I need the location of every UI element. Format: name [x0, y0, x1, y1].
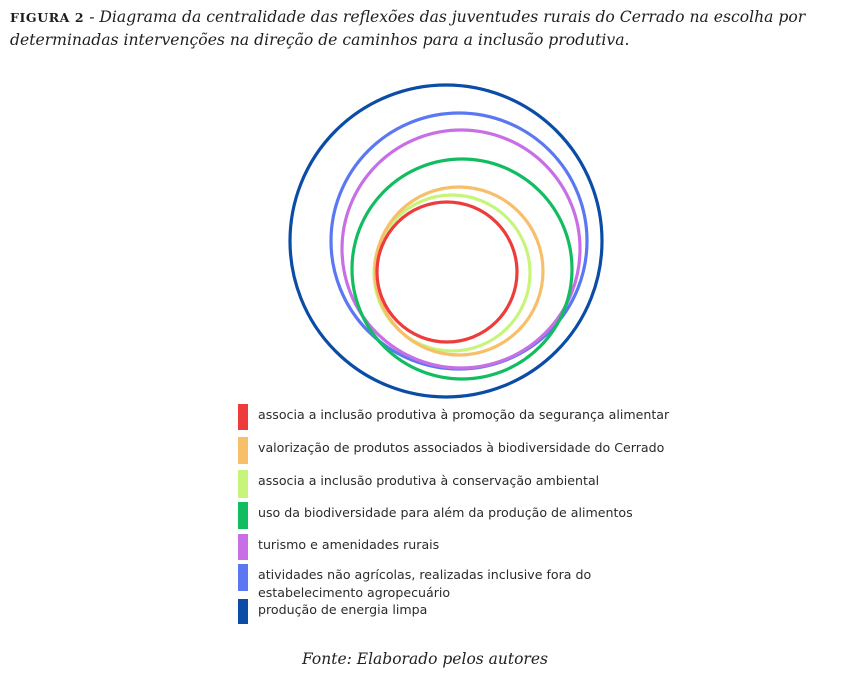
circle-biodiversidade-alem-alimentos: [352, 159, 572, 379]
legend-label: valorização de produtos associados à biodiversidade do Cerrado: [258, 440, 665, 455]
legend-swatch: [238, 534, 248, 560]
legend-label: uso da biodiversidade para além da produção de alimentos: [258, 505, 633, 520]
caption-separator: -: [84, 8, 100, 26]
legend-label: produção de energia limpa: [258, 602, 428, 617]
legend-item-biodiversidade: [238, 502, 633, 529]
legend-swatch: [238, 437, 248, 464]
legend-swatch: [238, 564, 248, 591]
legend-swatch: [238, 404, 248, 430]
legend-item-conservacao-ambiental: [238, 470, 599, 498]
figure-title: Diagrama da centralidade das reflexões das juventudes rurais do Cerrado na escolha por determinadas intervenções na direção de caminhos para a inclusão produtiva.: [10, 8, 806, 49]
legend-item-turismo: [238, 534, 439, 560]
circle-seguranca-alimentar: [377, 202, 517, 342]
legend-item-energia-limpa: [238, 599, 427, 624]
legend-swatch: [238, 599, 248, 624]
legend-item-produtos-cerrado: [238, 437, 664, 464]
legend-swatch: [238, 470, 248, 498]
legend-label: atividades não agrícolas, realizadas inclusive fora do estabelecimento agropecuário: [258, 567, 592, 600]
legend-label: turismo e amenidades rurais: [258, 537, 440, 552]
legend-swatch: [238, 502, 248, 529]
legend-item-atividades-nao-agricolas: [238, 564, 698, 602]
figure-source: Fonte: Elaborado pelos autores: [302, 650, 548, 668]
legend-label: associa a inclusão produtiva à promoção da segurança alimentar: [258, 407, 670, 422]
legend-label: associa a inclusão produtiva à conservação ambiental: [258, 473, 600, 488]
legend-item-seguranca-alimentar: [238, 404, 669, 430]
figure-label: FIGURA 2: [10, 10, 85, 25]
